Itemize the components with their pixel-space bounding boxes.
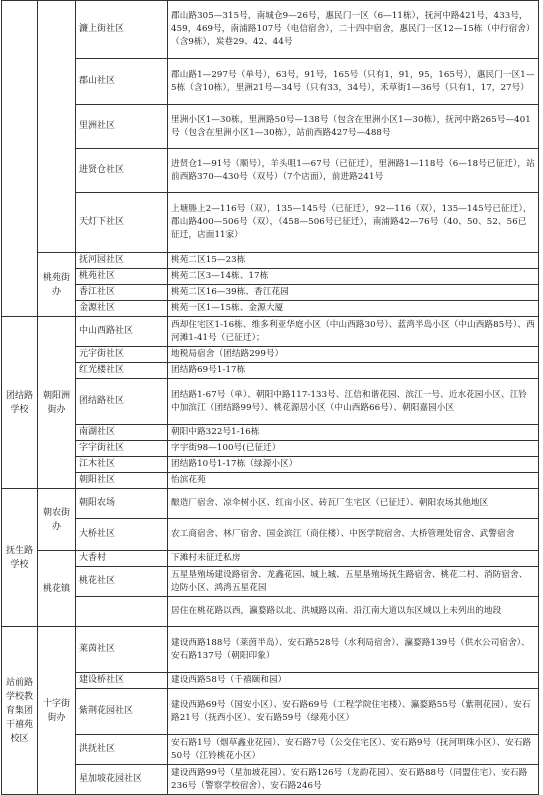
address-cell: 下滩村未征迁私房: [168, 551, 539, 567]
table-row: [2, 735, 539, 765]
table-row: [2, 551, 539, 567]
table-row: [2, 193, 539, 253]
table-row: [2, 689, 539, 735]
address-cell: 建设西路99号（星加坡花园）、安石路126号（龙韵花园）、安石路88号（同盟住宅）、安石路236号（警察学校宿舍）、安石路246号: [168, 765, 539, 795]
table-row: [2, 301, 539, 317]
community-cell: 江木社区: [76, 457, 168, 473]
address-cell: 里洲小区1—30栋，里洲路50号—138号（包含在里洲小区1—30栋），抚河中路265号—401号（包含在里洲小区1—30栋），站前西路427号—488号: [168, 105, 539, 149]
address-cell: 桃苑二区16—39栋、香江花园: [168, 285, 539, 301]
community-cell: 大香村: [76, 551, 168, 567]
table-row: [2, 317, 539, 347]
community-cell: 中山西路社区: [76, 317, 168, 347]
school-cell: 团结路学校: [2, 317, 38, 489]
table-row: [2, 765, 539, 795]
community-cell: 红光楼社区: [76, 363, 168, 379]
table-row: [2, 473, 539, 489]
address-cell: 字宇街98—100号(已征迁）: [168, 441, 539, 457]
street-office-cell: [38, 1, 76, 253]
community-cell: 朝阳社区: [76, 473, 168, 489]
community-cell: 香江社区: [76, 285, 168, 301]
table-row: [2, 457, 539, 473]
address-cell: 西却住宅区1-16栋、维多利亚华庭小区（中山西路30号）、蓝湾半岛小区（中山西路85号）、西河滩1-41号（已征迁）；: [168, 317, 539, 347]
community-cell: [76, 597, 168, 627]
community-cell: 洪抚社区: [76, 735, 168, 765]
community-cell: 星加坡花园社区: [76, 765, 168, 795]
address-cell: 建设西路188号（莱茵半岛）、安石路528号（水利局宿舍）、瀛婺路139号（供水公司宿舍）、安石路137号（朝阳印象）: [168, 627, 539, 673]
address-cell: 地税局宿舍（团结路299号）: [168, 347, 539, 363]
table-row: [2, 363, 539, 379]
table-row: [2, 285, 539, 301]
address-cell: 建设西路69号（国安小区）、安石路69号（工程学院住宅楼）、瀛婺路55号（紫荆花园）、安石路21号（抚西小区）、安石路59号（绿苑小区）: [168, 689, 539, 735]
address-cell: 进贤仓1—91号（顺号），羊头咀1—67号（已征迁），里洲路1—118号（6—18号已征迁），站前西路370—430号（双号）（7个店面），前进路241号: [168, 149, 539, 193]
community-cell: 里洲社区: [76, 105, 168, 149]
address-cell: 团结路69号1-17栋: [168, 363, 539, 379]
address-cell: 居住在桃花路以西，瀛婺路以北、洪城路以南、沿江南大道以东区域以上未列出的地段: [168, 597, 539, 627]
community-cell: 莱茵社区: [76, 627, 168, 673]
street-office-cell: 桃苑街办: [38, 253, 76, 317]
community-cell: 大桥社区: [76, 519, 168, 551]
community-cell: 朝阳农场: [76, 489, 168, 519]
table-row: [2, 597, 539, 627]
community-cell: 桃苑社区: [76, 269, 168, 285]
address-cell: 桃苑二区3—14栋、17栋: [168, 269, 539, 285]
street-office-cell: 朝阳洲街办: [38, 317, 76, 489]
community-cell: 进贤仓社区: [76, 149, 168, 193]
table-row: [2, 59, 539, 105]
table-row: [2, 441, 539, 457]
table-row: [2, 519, 539, 551]
community-cell: 金源社区: [76, 301, 168, 317]
address-cell: 郡山路305—315号，南城仓9—26号，惠民门一区（6—11栋），抚河中路421号，433号，459，469号，南浦路107号（电信宿舍），二十四中宿舍，惠民门一区12—15栋（中行宿舍）（含9栋），炭巷29、42、44号: [168, 1, 539, 59]
community-cell: 郡山社区: [76, 59, 168, 105]
table-row: [2, 105, 539, 149]
school-district-table: [1, 0, 539, 795]
address-cell: 安石路1号（烟草鑫业花园）、安石路7号（公交住宅区）、安石路9号（抚河明珠小区）、安石路50号（江铃桃花小区）: [168, 735, 539, 765]
address-cell: 桃苑一区1—15栋、金源大厦: [168, 301, 539, 317]
address-cell: 五星垦殖场建设路宿舍、龙鑫花园、城上城、五星垦殖场抚生路宿舍、桃花二村、消防宿舍、边防小区、鸿湾五星花园: [168, 567, 539, 597]
community-cell: 天灯下社区: [76, 193, 168, 253]
table-row: [2, 379, 539, 425]
community-cell: 南湖社区: [76, 425, 168, 441]
table-row: [2, 253, 539, 269]
school-cell: [2, 1, 38, 317]
community-cell: 团结路社区: [76, 379, 168, 425]
table-row: [2, 673, 539, 689]
table-row: [2, 627, 539, 673]
table-row: [2, 425, 539, 441]
street-office-cell: 朝农街办: [38, 489, 76, 551]
address-cell: 农工商宿舍、林厂宿舍、国金滨江（商住楼）、中医学院宿舍、大桥管理处宿舍、武警宿舍: [168, 519, 539, 551]
street-office-cell: 桃花镇: [38, 551, 76, 627]
address-cell: 郡山路1—297号（单号），63号，91号，165号（只有1，91，95，165号），惠民门一区1—5栋（含10栋），里洲21号—34号（只有33，34号），禾草街1—36号（只有1，17，27号）: [168, 59, 539, 105]
community-cell: 桃花社区: [76, 567, 168, 597]
school-cell: 抚生路学校: [2, 489, 38, 627]
community-cell: 元宇街社区: [76, 347, 168, 363]
community-cell: 紫荆花园社区: [76, 689, 168, 735]
table-row: [2, 149, 539, 193]
address-cell: 建设西路58号（千禧颐和园）: [168, 673, 539, 689]
community-cell: 濂上街社区: [76, 1, 168, 59]
community-cell: 抚河园社区: [76, 253, 168, 269]
address-cell: 团结路10号1-17栋（绿源小区）: [168, 457, 539, 473]
address-cell: 上塘塍上2—116号（双），135—145号（已征迁），92—116（双），135—145号已征迁），郡山路400—506号（双），（458—506号已征迁），南浦路42—76号（40、50、52、56已征迁，店面11家）: [168, 193, 539, 253]
street-office-cell: 十字街街办: [38, 627, 76, 795]
address-cell: 怡滨花苑: [168, 473, 539, 489]
address-cell: 桃苑二区15—23栋: [168, 253, 539, 269]
address-cell: 酿造厂宿舍、凉伞树小区、红亩小区、砖瓦厂生宅区（已征迁）、朝阳农场其他地区: [168, 489, 539, 519]
community-cell: 字宇街社区: [76, 441, 168, 457]
table-row: [2, 347, 539, 363]
community-cell: 建设桥社区: [76, 673, 168, 689]
address-cell: 朝阳中路322号1-16栋: [168, 425, 539, 441]
address-cell: 团结路1-67号（单）、朝阳中路117-133号、江信和谐花园、滨江一号、近水花园小区、江铃中加滨江（团结路99号）、桃花源居小区（中山西路66号）、朝阳嘉园小区: [168, 379, 539, 425]
table-row: [2, 567, 539, 597]
school-cell: 站前路学校教育集团干禧苑校区: [2, 627, 38, 795]
table-row: [2, 489, 539, 519]
table-row: [2, 1, 539, 59]
table-row: [2, 269, 539, 285]
